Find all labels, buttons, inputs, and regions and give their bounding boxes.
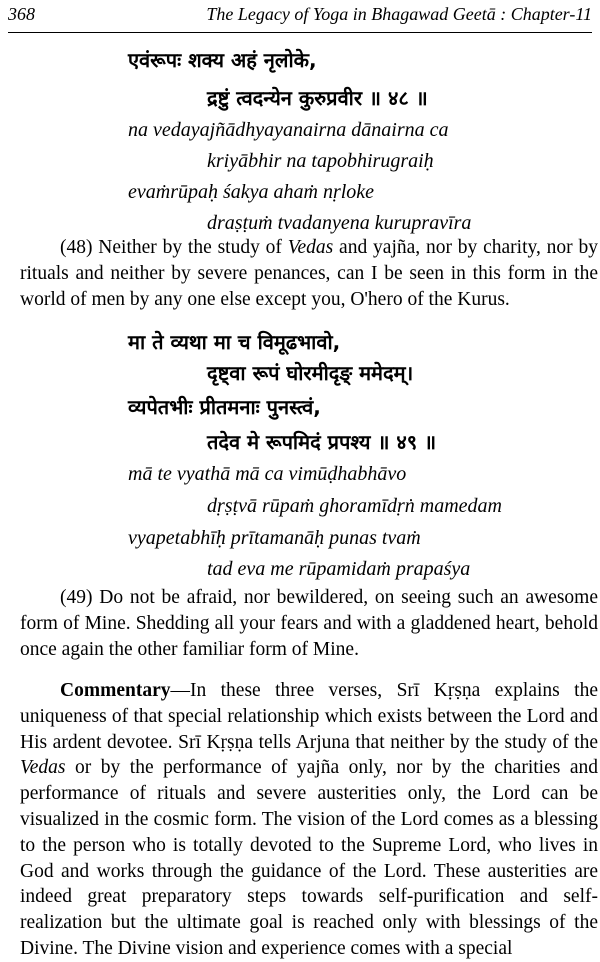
verse49-transliteration-line-1: mā te vyathā mā ca vimūḍhabhāvo: [128, 463, 407, 485]
verse48-devanagari-line-1: एवंरूपः शक्य अहं नृलोके,: [128, 48, 317, 72]
header-rule: [8, 32, 592, 33]
verse48-transliteration-line-3: evaṁrūpaḥ śakya ahaṁ nṛloke: [128, 181, 375, 203]
verse48-transliteration-line-1: na vedayajñādhyayanairna dānairna ca: [128, 119, 449, 141]
verse49-devanagari-line-1: मा ते व्यथा मा च विमूढभावो,: [128, 330, 341, 354]
commentary: Commentary—In these three verses, Srī Kṛṣṇa explains the uniqueness of that special relationship which exists between the Lord and His ardent devotee. Srī Kṛṣṇa tells Arjuna that neither by the study of the Vedas or by the performance of yajña only, nor by the charities and performance of rituals and severe austerities only, the Lord can be visualized in the cosmic form. The vision of the Lord comes as a blessing to the person who is totally devoted to the Supreme Lord, who lives in God and works through the guidance of the Lord. These austerities are indeed great preparatory steps towards self-purification and self-realization but the ultimate goal is reached only with blessings of the Divine. The Divine vision and experience comes with a special: [20, 680, 598, 959]
verse49-devanagari-line-3: व्यपेतभीः प्रीतमनाः पुनस्त्वं,: [128, 395, 321, 419]
verse49-transliteration-line-2: dṛṣṭvā rūpaṁ ghoramīdṛṅ mamedam: [207, 495, 502, 517]
page-header: [0, 0, 600, 40]
translation-48: (48) Neither by the study of Vedas and yajña, nor by charity, nor by rituals and neither by severe penances, can I be seen in this form in the world of men by any one else except you, O'hero of the Kurus.: [20, 237, 598, 310]
page-number: 368: [8, 4, 35, 24]
commentary-heading: Commentary: [60, 680, 171, 701]
running-title: The Legacy of Yoga in Bhagawad Geetā : Chapter-11: [206, 4, 592, 24]
verse48-transliteration-line-4: draṣṭuṁ tvadanyena kurupravīra: [207, 212, 472, 234]
verse49-transliteration-line-4: tad eva me rūpamidaṁ prapaśya: [207, 558, 471, 580]
verse49-devanagari-line-2: दृष्ट्वा रूपं घोरमीदृङ् ममेदम्।: [207, 361, 414, 385]
translation-49: (49) Do not be afraid, nor bewildered, on seeing such an awesome form of Mine. Shedding all your fears and with a gladdened heart, behold once again the other familiar form of Mine.: [20, 587, 598, 660]
verse49-transliteration-line-3: vyapetabhīḥ prītamanāḥ punas tvaṁ: [128, 527, 421, 549]
verse48-devanagari-line-2: द्रष्टुं त्वदन्येन कुरुप्रवीर ॥ ४८ ॥: [207, 86, 428, 110]
verse49-devanagari-line-4: तदेव मे रूपमिदं प्रपश्य ॥ ४९ ॥: [207, 430, 437, 454]
verse48-transliteration-line-2: kriyābhir na tapobhirugraiḥ: [207, 150, 434, 172]
